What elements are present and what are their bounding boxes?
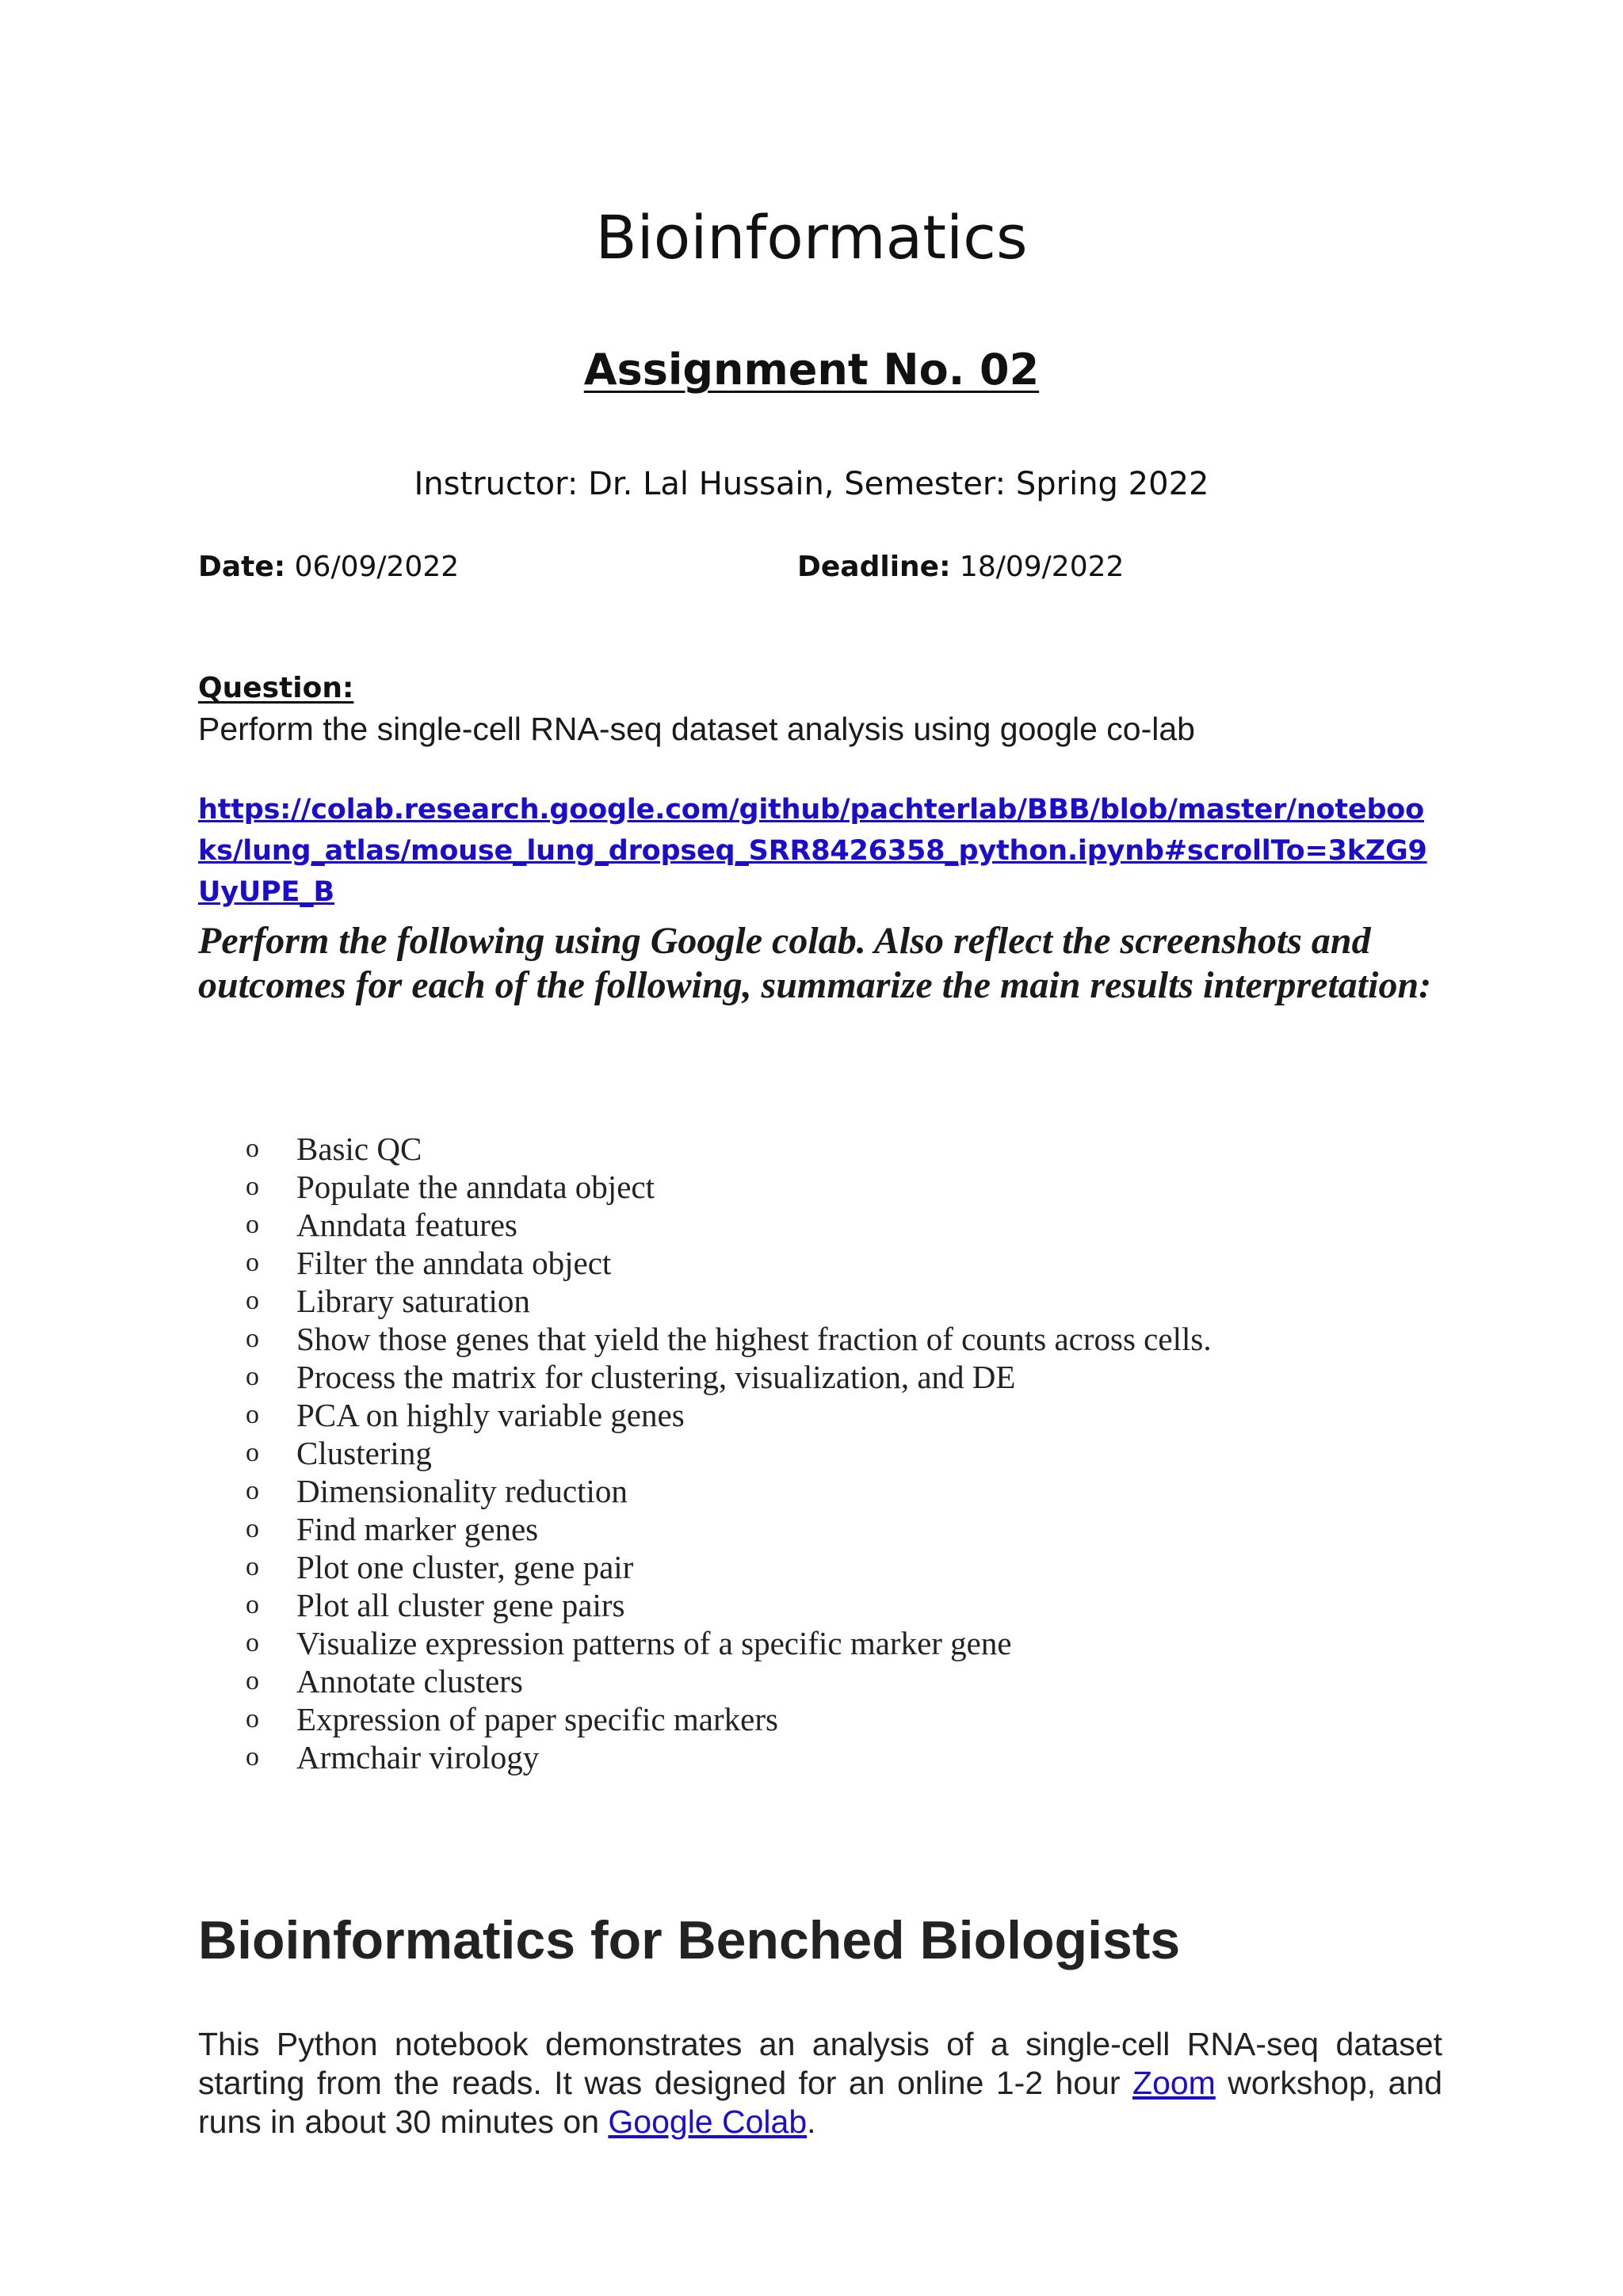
task-list-item (246, 1624, 1212, 1662)
deadline-field (797, 551, 1124, 583)
section-heading: Bioinformatics for Benched Biologists (198, 1910, 1181, 1970)
task-label: Show those genes that yield the highest fraction of counts across cells. (296, 1321, 1212, 1357)
task-list-item (246, 1586, 1212, 1624)
task-label: Armchair virology (296, 1739, 540, 1775)
task-label: Plot all cluster gene pairs (296, 1587, 625, 1623)
task-list-item (246, 1168, 1212, 1206)
task-list-item (246, 1320, 1212, 1358)
date-value: 06/09/2022 (285, 551, 460, 583)
task-list-item (246, 1396, 1212, 1434)
bullet-icon: o (246, 1210, 259, 1239)
task-label: Populate the anndata object (296, 1169, 655, 1205)
task-label: Expression of paper specific markers (296, 1701, 778, 1737)
bullet-icon: o (246, 1172, 259, 1201)
task-label: Anndata features (296, 1207, 517, 1243)
date-label: Date: (198, 551, 286, 583)
date-field (198, 551, 459, 583)
task-label: Clustering (296, 1435, 432, 1471)
task-label: Process the matrix for clustering, visualization, and DE (296, 1359, 1016, 1395)
section-paragraph (198, 2025, 1442, 2142)
task-label: Plot one cluster, gene pair (296, 1549, 634, 1585)
paragraph-text-2: workshop, and runs in about 30 minutes on (198, 2065, 1442, 2140)
zoom-link[interactable]: Zoom (1132, 2065, 1216, 2101)
bullet-icon: o (246, 1476, 259, 1505)
task-list-item (246, 1434, 1212, 1472)
instructor-line: Instructor: Dr. Lal Hussain, Semester: Spring 2022 (414, 466, 1209, 502)
deadline-label: Deadline: (797, 551, 951, 583)
task-list-item (246, 1358, 1212, 1396)
task-label: Basic QC (296, 1131, 422, 1167)
document-title: Bioinformatics (595, 202, 1028, 273)
bullet-icon: o (246, 1248, 259, 1277)
bullet-icon: o (246, 1704, 259, 1733)
task-label: PCA on highly variable genes (296, 1397, 685, 1433)
task-label: Filter the anndata object (296, 1245, 612, 1281)
task-label: Library saturation (296, 1283, 530, 1319)
assignment-heading: Assignment No. 02 (583, 345, 1040, 395)
deadline-value: 18/09/2022 (950, 551, 1125, 583)
bullet-icon: o (246, 1362, 259, 1391)
task-label: Dimensionality reduction (296, 1473, 628, 1509)
bullet-icon: o (246, 1552, 259, 1581)
task-list-item (246, 1700, 1212, 1738)
task-label: Find marker genes (296, 1511, 539, 1547)
bullet-icon: o (246, 1400, 259, 1429)
task-label: Visualize expression patterns of a specific marker gene (296, 1625, 1012, 1661)
task-list-item (246, 1244, 1212, 1282)
task-list-item (246, 1510, 1212, 1548)
instructions-text: Perform the following using Google colab. Also reflect the screenshots and outcomes for each of the following, summarize the main results interpretation: (198, 920, 1432, 1006)
bullet-icon: o (246, 1514, 259, 1543)
google-colab-link[interactable]: Google Colab (608, 2103, 808, 2140)
task-label: Annotate clusters (296, 1663, 523, 1699)
task-list (246, 1130, 1212, 1776)
task-list-item (246, 1738, 1212, 1776)
question-label: Question: (198, 672, 354, 704)
task-list-item (246, 1206, 1212, 1244)
task-list-item (246, 1548, 1212, 1586)
task-list-item (246, 1662, 1212, 1700)
bullet-icon: o (246, 1742, 259, 1772)
colab-notebook-link[interactable]: https://colab.research.google.com/github/pachterlab/BBB/blob/master/notebooks/lung_atlas/mouse_lung_dropseq_SRR8426358_python.ipynb#scrollTo=3kZG9UyUPE_B (198, 794, 1427, 908)
paragraph-text-3: . (807, 2103, 816, 2140)
task-list-item (246, 1282, 1212, 1320)
bullet-icon: o (246, 1134, 259, 1163)
question-text: Perform the single-cell RNA-seq dataset analysis using google co-lab (198, 711, 1195, 747)
bullet-icon: o (246, 1666, 259, 1695)
paragraph-text-1: This Python notebook demonstrates an analysis of a single-cell RNA-seq dataset starting from the reads. It was designed for an online 1-2 hour (198, 2026, 1442, 2101)
bullet-icon: o (246, 1286, 259, 1315)
bullet-icon: o (246, 1628, 259, 1657)
task-list-item (246, 1472, 1212, 1510)
bullet-icon: o (246, 1438, 259, 1467)
bullet-icon: o (246, 1324, 259, 1353)
task-list-item (246, 1130, 1212, 1168)
bullet-icon: o (246, 1590, 259, 1619)
